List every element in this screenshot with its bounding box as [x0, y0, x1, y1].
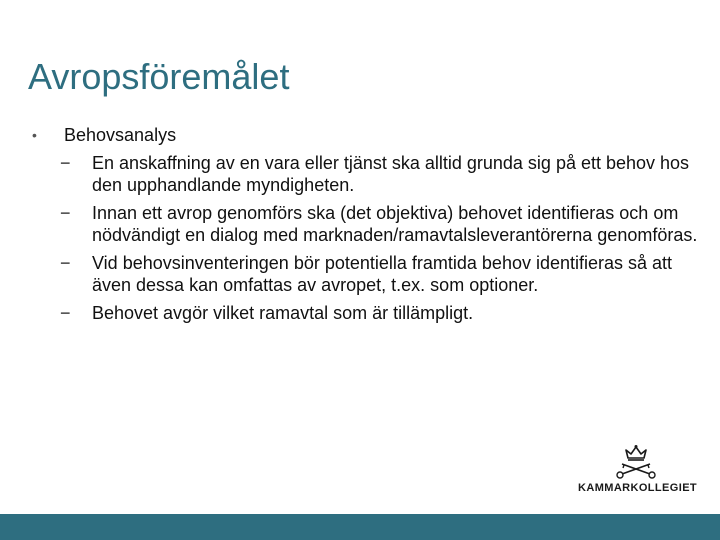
dash-marker: − — [60, 253, 71, 273]
slide-title: Avropsföremålet — [28, 56, 290, 97]
dash-marker: − — [60, 153, 71, 173]
sub-bullet-list — [32, 152, 700, 324]
bullet-text: Behovsanalys — [64, 125, 177, 145]
sub-bullet-text: En anskaffning av en vara eller tjänst ska alltid grunda sig på ett behov hos den upphandlande myndigheten. — [92, 153, 690, 195]
sub-bullet-item — [32, 252, 700, 296]
footer-bar — [0, 514, 720, 540]
sub-bullet-item — [32, 302, 700, 324]
bullet-item — [32, 124, 700, 146]
dash-marker: − — [60, 303, 71, 323]
sub-bullet-item — [32, 202, 700, 246]
sub-bullet-text: Innan ett avrop genomförs ska (det objektiva) behovet identifieras och om nödvändigt en dialog med marknaden/ramavtalsleverantörerna genomföras. — [92, 203, 698, 245]
sub-bullet-item — [32, 152, 700, 196]
bullet-marker: • — [32, 127, 37, 143]
sub-bullet-text: Vid behovsinventeringen bör potentiella framtida behov identifieras så att även dessa kan omfattas av avropet, t.ex. som optioner. — [92, 253, 673, 295]
sub-bullet-text: Behovet avgör vilket ramavtal som är tillämpligt. — [92, 303, 474, 323]
dash-marker: − — [60, 203, 71, 223]
kammarkollegiet-logo — [578, 444, 698, 498]
slide-content — [32, 124, 700, 330]
logo-text: KAMMARKOLLEGIET — [578, 482, 698, 494]
crown-keys-icon — [614, 444, 658, 480]
